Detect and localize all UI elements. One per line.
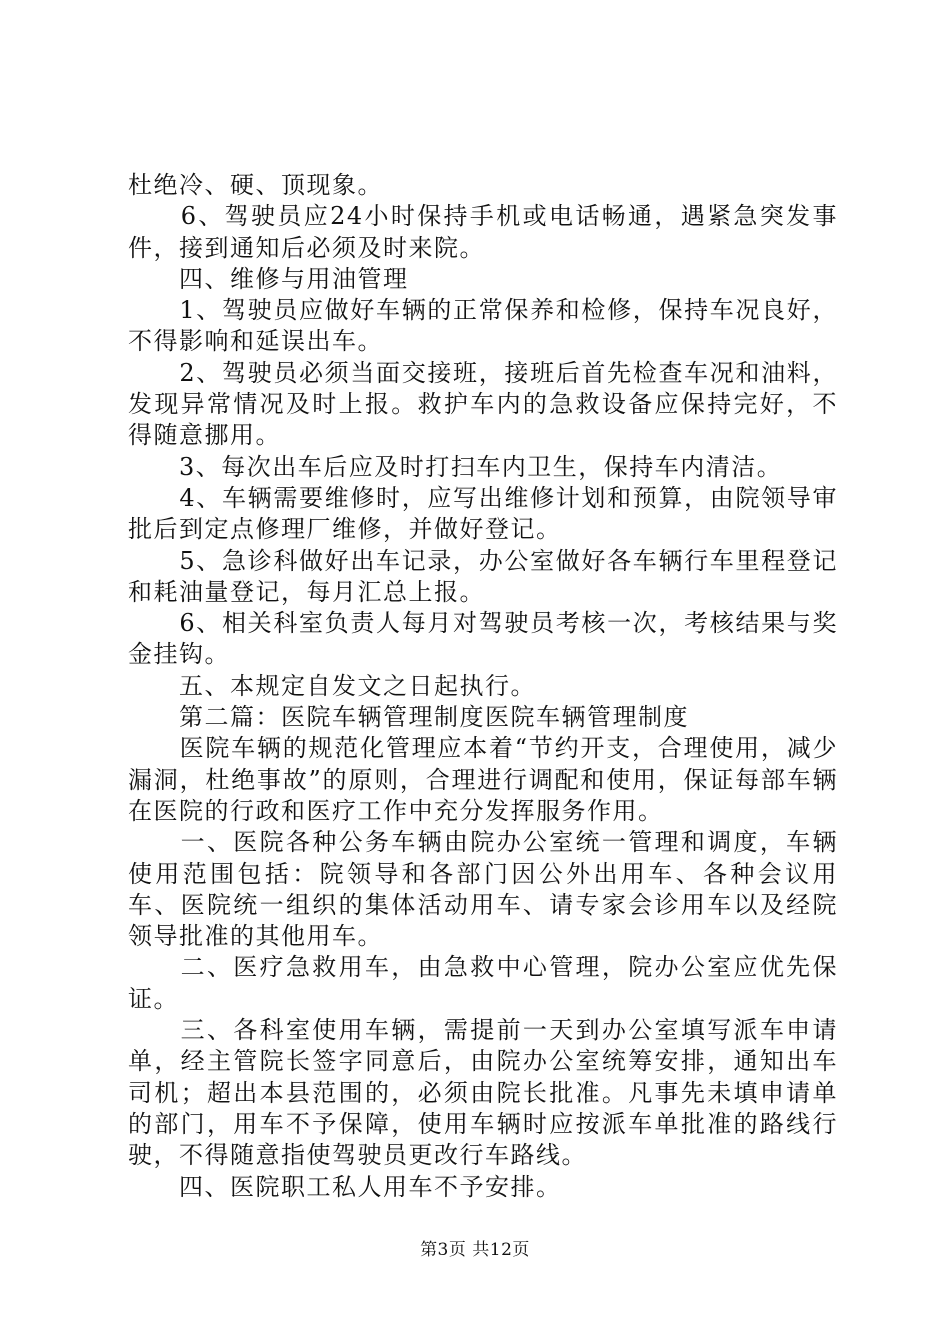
paragraph: 4、车辆需要维修时，应写出维修计划和预算，由院领导审批后到定点修理厂维修，并做好登记。 bbox=[128, 483, 838, 544]
paragraph: 杜绝冷、硬、顶现象。 bbox=[128, 171, 383, 199]
paragraph: 6、驾驶员应24小时保持手机或电话畅通，遇紧急突发事件，接到通知后必须及时来院。 bbox=[128, 202, 838, 262]
paragraph: 6、相关科室负责人每月对驾驶员考核一次，考核结果与奖金挂钩。 bbox=[128, 609, 838, 669]
paragraph: 5、急诊科做好出车记录，办公室做好各车辆行车里程登记和耗油量登记，每月汇总上报。 bbox=[128, 546, 838, 606]
section-heading: 四、维修与用油管理 bbox=[128, 264, 409, 293]
paragraph: 三、各科室使用车辆，需提前一天到办公室填写派车申请单，经主管院长签字同意后，由院办公室统筹安排，通知出车司机；超出本县范围的，必须由院长批准。凡事先未填申请单的部门，用车不予保障，使用车辆时应按派车单批准的路线行驶，不得随意指使驾驶员更改行车路线。 bbox=[128, 1016, 838, 1170]
paragraph: 五、本规定自发文之日起执行。 bbox=[128, 671, 536, 700]
chapter-heading: 第二篇：医院车辆管理制度医院车辆管理制度 bbox=[128, 703, 689, 732]
paragraph: 一、医院各种公务车辆由院办公室统一管理和调度，车辆使用范围包括：院领导和各部门因公外出用车、各种会议用车、医院统一组织的集体活动用车、请专家会诊用车以及经院领导批准的其他用车。 bbox=[128, 828, 838, 951]
paragraph: 医院车辆的规范化管理应本着“节约开支，合理使用，减少漏洞，杜绝事故”的原则，合理进行调配和使用，保证每部车辆在医院的行政和医疗工作中充分发挥服务作用。 bbox=[128, 734, 838, 825]
paragraph: 3、每次出车后应及时打扫车内卫生，保持车内清洁。 bbox=[128, 452, 783, 481]
paragraph: 2、驾驶员必须当面交接班，接班后首先检查车况和油料，发现异常情况及时上报。救护车内的急救设备应保持完好，不得随意挪用。 bbox=[128, 358, 838, 450]
paragraph: 1、驾驶员应做好车辆的正常保养和检修，保持车况良好，不得影响和延误出车。 bbox=[128, 296, 838, 356]
document-body bbox=[128, 170, 838, 1203]
paragraph: 二、医疗急救用车，由急救中心管理，院办公室应优先保证。 bbox=[128, 953, 838, 1013]
paragraph: 四、医院职工私人用车不予安排。 bbox=[128, 1172, 562, 1201]
page-footer: 第3页 共12页 bbox=[420, 1240, 530, 1260]
